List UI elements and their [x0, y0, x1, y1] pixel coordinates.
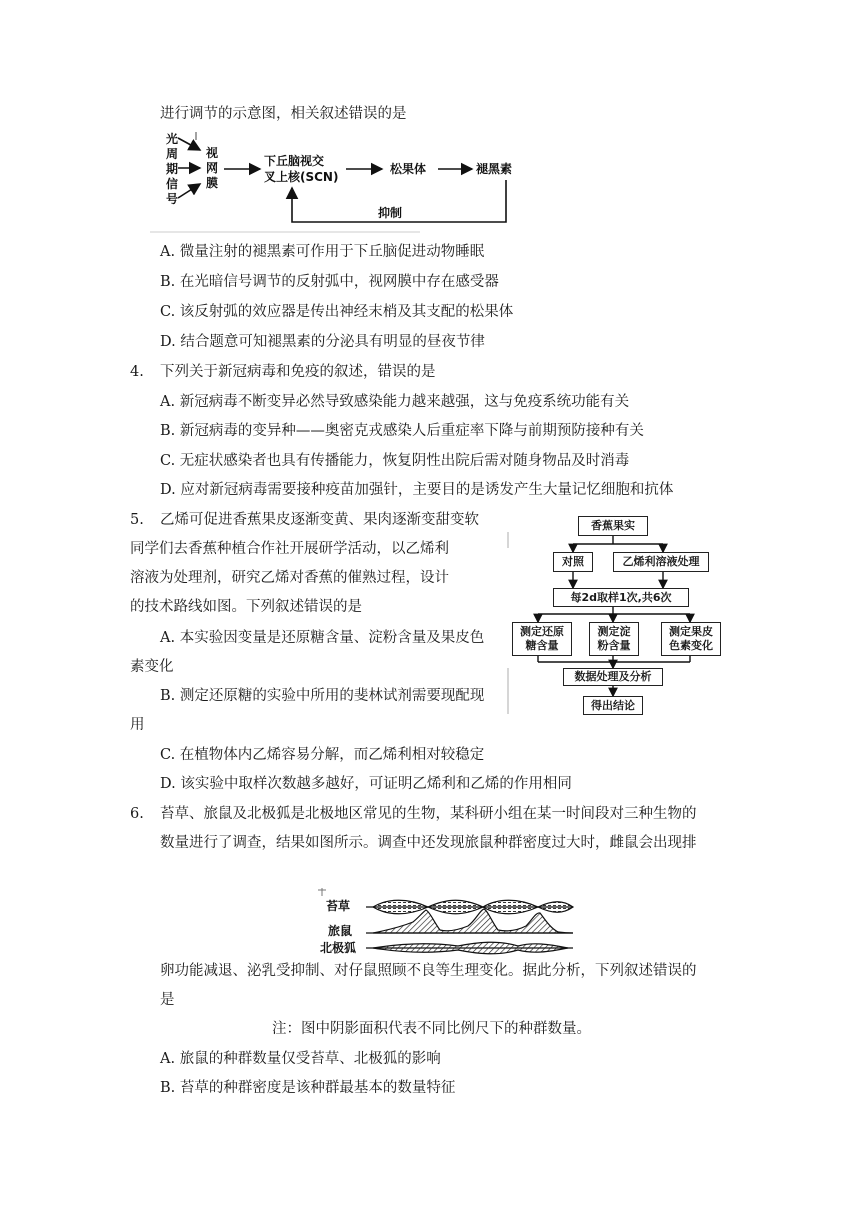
scn-label-line1: 下丘脑视交: [264, 154, 325, 168]
melatonin-pathway-diagram: [150, 128, 520, 238]
light-char: 光: [165, 132, 178, 146]
flow-conclusion: 得出结论: [583, 696, 643, 715]
light-char: 期: [165, 162, 178, 176]
light-char: 信: [165, 177, 178, 191]
flow-data-analysis: 数据处理及分析: [563, 668, 663, 686]
light-char: 号: [165, 192, 178, 206]
q6-number: 6.: [130, 806, 144, 822]
flow-measure-starch-line2: 粉含量: [597, 639, 631, 652]
q5-stem-line4: 的技术路线如图。下列叙述错误的是: [130, 599, 362, 615]
lemming-label: 旅鼠: [328, 924, 353, 938]
light-char: 周: [165, 147, 178, 161]
melatonin-label: 褪黑素: [476, 162, 513, 176]
q6-stem-line4: 是: [160, 992, 175, 1008]
inhibit-label: 抑制: [378, 206, 403, 220]
flow-sampling: 每2d取样1次,共6次: [553, 588, 689, 607]
flow-measure-reducing-sugar-line2: 糖含量: [525, 639, 559, 652]
q5-option-c: C. 在植物体内乙烯容易分解，而乙烯利相对较稳定: [160, 747, 485, 763]
intro-text: 进行调节的示意图，相关叙述错误的是: [160, 106, 407, 122]
population-diagram: [318, 886, 578, 958]
sedge-wave: [373, 900, 573, 914]
q6-option-b: B. 苔草的种群密度是该种群最基本的数量特征: [160, 1080, 456, 1096]
q6-option-a: A. 旅鼠的种群数量仅受苔草、北极狐的影响: [160, 1051, 441, 1067]
q4-option-c: C. 无症状感染者也具有传播能力，恢复阴性出院后需对随身物品及时消毒: [160, 453, 630, 469]
flow-measure-peel-pigment-line1: 测定果皮: [669, 625, 713, 638]
q6-stem-line3: 卵功能减退、泌乳受抑制、对仔鼠照顾不良等生理变化。据此分析，下列叙述错误的: [160, 963, 697, 979]
light-signal-label: [165, 132, 179, 207]
q4-stem: 下列关于新冠病毒和免疫的叙述，错误的是: [160, 364, 436, 380]
q5-option-d: D. 该实验中取样次数越多越好，可证明乙烯利和乙烯的作用相同: [160, 776, 572, 792]
q4-option-b: B. 新冠病毒的变异种——奥密克戎感染人后重症率下降与前期预防接种有关: [160, 423, 644, 439]
flow-measure-reducing-sugar-line1: 测定还原: [520, 625, 564, 638]
q3-option-c: C. 该反射弧的效应器是传出神经末梢及其支配的松果体: [160, 304, 514, 320]
flowchart-connectors: [505, 512, 715, 720]
q5-option-b-line2: 用: [130, 717, 145, 733]
flow-ethephon-treatment: 乙烯利溶液处理: [613, 552, 709, 572]
q5-option-a-line1: A. 本实验因变量是还原糖含量、淀粉含量及果皮色: [160, 630, 485, 646]
q5-number: 5.: [130, 512, 144, 528]
q5-option-b-line1: B. 测定还原糖的实验中所用的斐林试剂需要现配现: [160, 688, 485, 704]
q5-stem-line1: 乙烯可促进香蕉果皮逐渐变黄、果肉逐渐变甜变软: [160, 512, 479, 528]
q6-note: 注：图中阴影面积代表不同比例尺下的种群数量。: [272, 1021, 591, 1037]
q3-option-d: D. 结合题意可知褪黑素的分泌具有明显的昼夜节律: [160, 334, 485, 350]
flow-measure-peel-pigment-line2: 色素变化: [669, 639, 713, 652]
flow-measure-starch: [589, 622, 639, 656]
retina-char: 视: [205, 146, 218, 160]
q6-stem-line1: 苔草、旅鼠及北极狐是北极地区常见的生物，某科研小组在某一时间段对三种生物的: [160, 806, 697, 822]
flow-measure-peel-pigment: [661, 622, 721, 656]
q5-stem-line2: 同学们去香蕉种植合作社开展研学活动，以乙烯利: [130, 541, 449, 557]
q3-option-a: A. 微量注射的褪黑素可作用于下丘脑促进动物睡眠: [160, 244, 485, 260]
q6-stem-line2: 数量进行了调查，结果如图所示。调查中还发现旅鼠种群密度过大时，雌鼠会出现排: [160, 835, 697, 851]
population-waves: [318, 886, 578, 958]
retina-char: 网: [205, 161, 218, 175]
flow-banana-fruit: 香蕉果实: [578, 516, 648, 536]
q5-option-a-line2: 素变化: [130, 659, 174, 675]
retina-label: [205, 146, 219, 191]
banana-flowchart: [505, 512, 715, 720]
sedge-label: 苔草: [326, 899, 351, 913]
q4-option-a: A. 新冠病毒不断变异必然导致感染能力越来越强，这与免疫系统功能有关: [160, 394, 630, 410]
arctic-fox-wave: [373, 942, 568, 954]
scn-label-line2: 叉上核(SCN): [264, 170, 339, 184]
pineal-label: 松果体: [390, 162, 427, 176]
flow-measure-starch-line1: 测定淀: [597, 625, 631, 638]
flow-control: 对照: [553, 552, 593, 572]
flow-measure-reducing-sugar: [512, 622, 572, 656]
retina-char: 膜: [205, 176, 218, 190]
q5-stem-line3: 溶液为处理剂，研究乙烯对香蕉的催熟过程，设计: [130, 570, 449, 586]
q3-option-b: B. 在光暗信号调节的反射弧中，视网膜中存在感受器: [160, 274, 499, 290]
q4-option-d: D. 应对新冠病毒需要接种疫苗加强针，主要目的是诱发产生大量记忆细胞和抗体: [160, 482, 674, 498]
q4-number: 4.: [130, 364, 144, 380]
arctic-fox-label: 北极狐: [320, 941, 357, 955]
